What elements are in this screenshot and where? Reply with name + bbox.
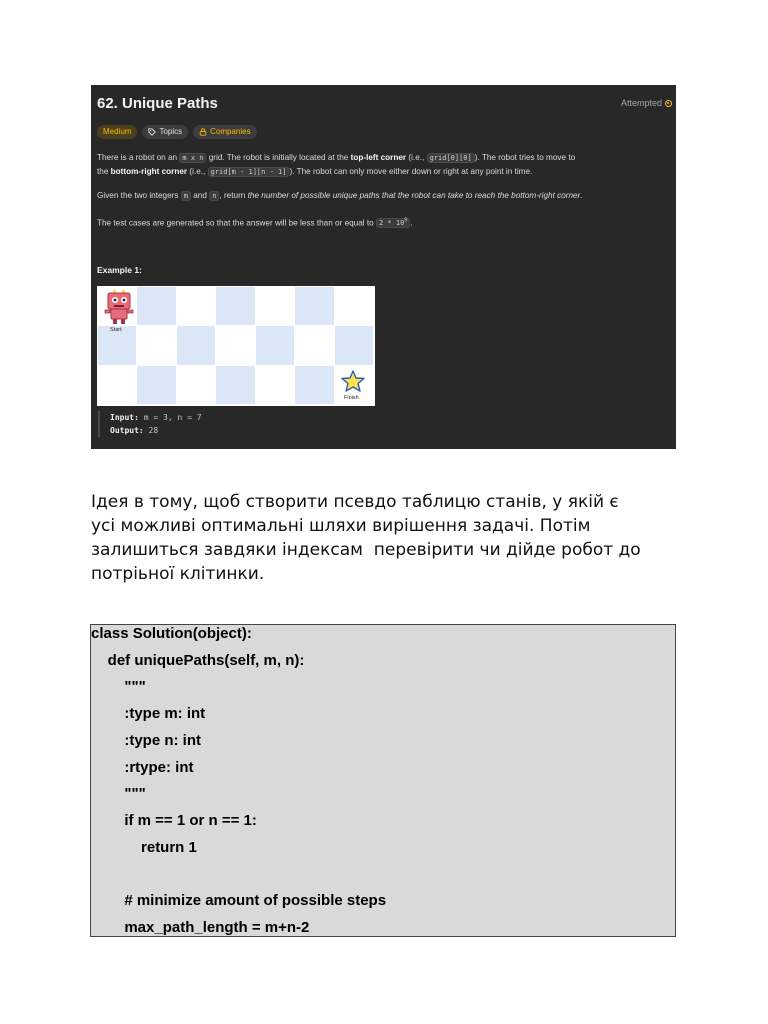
tag-icon — [148, 128, 156, 136]
code-line: :type n: int — [91, 732, 201, 749]
code-line: # minimize amount of possible steps — [91, 892, 387, 909]
output-label: Output: — [110, 426, 144, 435]
grid-cell — [98, 366, 136, 404]
example-grid — [97, 286, 375, 406]
code-line: if m == 1 or n == 1: — [91, 812, 257, 829]
description-p3: The test cases are generated so that the answer will be less than or equal to $2 * 10^9$ . — [97, 218, 413, 228]
grid-cell — [177, 366, 215, 404]
code-line: :rtype: int — [91, 759, 194, 776]
grid-cell — [216, 326, 254, 364]
problem-status — [621, 98, 672, 108]
problem-tags — [97, 125, 257, 139]
code-line: def uniquePaths(self, m, n): — [91, 652, 305, 669]
companies-label: Companies — [210, 127, 251, 136]
grid-cell — [216, 287, 254, 325]
grid-cell — [295, 326, 333, 364]
grid-cell — [256, 326, 294, 364]
grid-cell — [335, 287, 373, 325]
output-value: 28 — [148, 426, 159, 435]
attempted-icon — [665, 100, 672, 107]
idea-line: потріьної клітинки. — [91, 564, 265, 584]
code-line: max_path_length = m+n-2 — [91, 919, 310, 936]
idea-line: усі можливі оптимальні шляхи вирішення задачі. Потім — [91, 516, 591, 536]
idea-line: залишиться завдяки індексам перевірити чи дійде робот до — [91, 540, 641, 560]
grid-cell — [177, 287, 215, 325]
robot-icon — [104, 290, 134, 324]
topics-label: Topics — [159, 127, 183, 136]
finish-label: Finish — [344, 395, 359, 401]
example-io — [98, 411, 202, 437]
lock-icon — [199, 128, 207, 136]
difficulty-label: Medium — [103, 127, 132, 136]
code-line: :type m: int — [91, 705, 206, 722]
difficulty-tag[interactable] — [97, 125, 137, 139]
idea-line: Ідея в тому, щоб створити псевдо таблицю станів, у якій є — [91, 492, 619, 512]
grid-cell — [216, 366, 254, 404]
example-title: Example 1: — [97, 265, 142, 275]
grid-cell — [137, 366, 175, 404]
problem-screenshot — [91, 85, 676, 449]
grid-cell — [137, 287, 175, 325]
grid-cell — [295, 366, 333, 404]
input-value: m = 3, n = 7 — [143, 413, 202, 422]
grid-cell — [177, 326, 215, 364]
status-text: Attempted — [620, 98, 662, 108]
start-label: Start — [110, 327, 122, 333]
grid-cell — [256, 287, 294, 325]
description-p1: There is a robot on an m x n grid. The robot is initially located at the top-left corner (i.e., grid[0][0] ). The robot tries to move to the bottom-right corner (i.e., grid[m - 1][n - 1] ). The robot can only move either down or right at any point in time. — [97, 153, 576, 176]
star-icon — [341, 370, 365, 392]
grid-cell — [256, 366, 294, 404]
code-line: class Solution(object): — [91, 625, 252, 642]
companies-tag[interactable] — [193, 125, 256, 139]
grid-cell — [335, 326, 373, 364]
topics-tag[interactable] — [142, 125, 188, 139]
code-line: """ — [91, 678, 146, 695]
idea-paragraph — [91, 490, 691, 586]
grid-cell — [137, 326, 175, 364]
code-block — [90, 624, 676, 937]
code-line: """ — [91, 785, 146, 802]
grid-cell — [295, 287, 333, 325]
problem-title: 62. Unique Paths — [97, 95, 218, 112]
code-line: return 1 — [91, 839, 197, 856]
input-label: Input: — [110, 413, 139, 422]
description-p2: Given the two integers m and n , return the number of possible unique paths that the robot can take to reach the bottom-right corner. — [97, 191, 583, 200]
